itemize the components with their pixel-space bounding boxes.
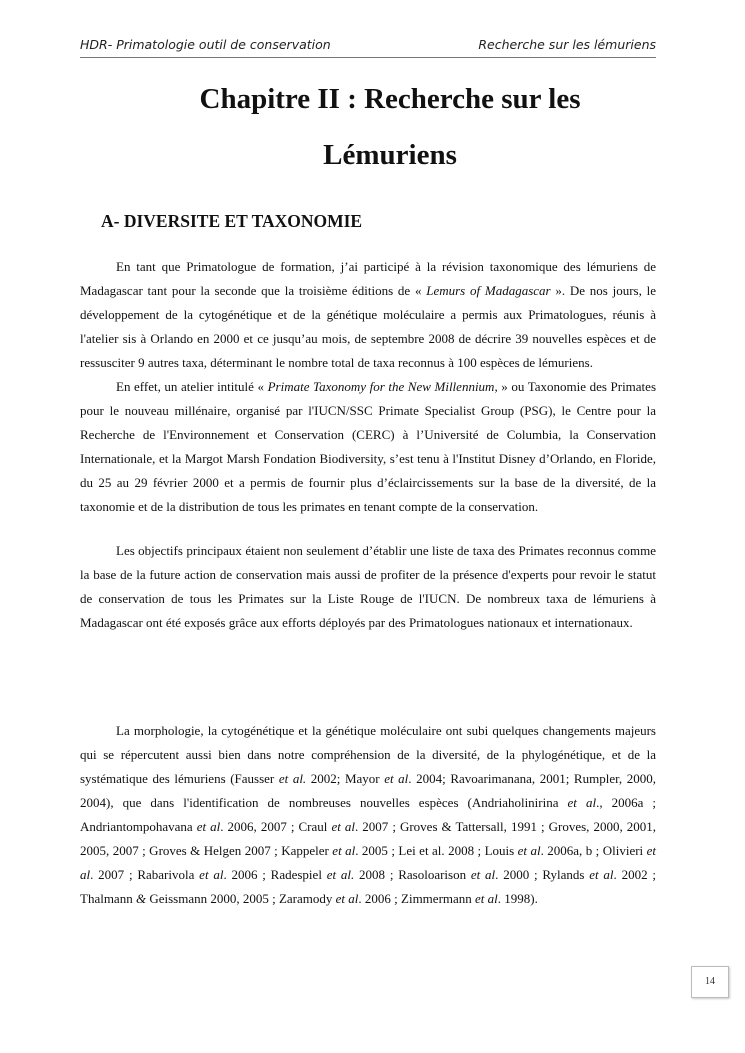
text-block-2 [80, 539, 656, 635]
paragraph-3: Les objectifs principaux étaient non seulement d’établir une liste de taxa des Primates reconnus comme la base de la future action de conservation mais aussi de profiter de la présence d'experts pour revoir le statut de conservation de tous les Primates sur la Liste Rouge de l'IUCN. De nombreux taxa de lémuriens à Madagascar ont été exposés grâce aux efforts déployés par des Primatologues nationaux et internationaux. [80, 543, 656, 630]
chapter-title-line1: Chapitre II : Recherche sur les [199, 83, 581, 115]
chapter-title [80, 71, 700, 183]
paragraph-1: En tant que Primatologue de formation, j’ai participé à la révision taxonomique des lémuriens de Madagascar tant pour la seconde que la troisième éditions de « Lemurs of Madagascar ». De nos jours, le développement de la cytogénétique et de la génétique moléculaire a permis aux Primatologues, réunis à l'atelier sis à Orlando en 2000 et ce jusqu’au mois, de septembre 2008 de décrire 39 nouvelles espèces et de ressusciter 9 autres taxa, déterminant le nombre total de taxa reconnus à 100 espèces de lémuriens. [80, 259, 656, 370]
paragraph-2: En effet, un atelier intitulé « Primate Taxonomy for the New Millennium, » ou Taxonomie des Primates pour le nouveau millénaire, organisé par l'IUCN/SSC Primate Specialist Group (PSG), le Centre pour la Recherche de l'Environnement et Conservation (CERC) à l’Université de Columbia, la Conservation Internationale, et la Margot Marsh Fondation Biodiversity, s’est tenu à l'Institut Disney d’Orlando, en Floride, du 25 au 29 février 2000 et a permis de fournir plus d’éclaircissements sur la base de la diversité, de la taxonomie et de la distribution de tous les primates en tenant compte de la conservation. [80, 379, 657, 514]
header-right-title: Recherche sur les lémuriens [478, 37, 656, 52]
section-heading: A- DIVERSITE ET TAXONOMIE [101, 211, 363, 231]
text-block-3 [80, 719, 656, 911]
header-left-title: HDR- Primatologie outil de conservation [80, 37, 331, 52]
page-header [80, 35, 656, 58]
page-number: 14 [691, 966, 729, 998]
chapter-title-line2: Lémuriens [323, 139, 457, 171]
paragraph-4: La morphologie, la cytogénétique et la génétique moléculaire ont subi quelques changements majeurs qui se répercutent aussi bien dans notre compréhension de la diversité, de la phylogénétique, et de la systématique des lémuriens (Fausser et al. 2002; Mayor et al. 2004; Ravoarimanana, 2001; Rumpler, 2000, 2004), que dans l'identification de nombreuses nouvelles espèces (Andriaholinirina et al., 2006a ; Andriantompohavana et al. 2006, 2007 ; Craul et al. 2007 ; Groves & Tattersall, 1991 ; Groves, 2000, 2001, 2005, 2007 ; Groves & Helgen 2007 ; Kappeler et al. 2005 ; Lei et al. 2008 ; Louis et al. 2006a, b ; Olivieri et al. 2007 ; Rabarivola et al. 2006 ; Radespiel et al. 2008 ; Rasoloarison et al. 2000 ; Rylands et al. 2002 ; Thalmann & Geissmann 2000, 2005 ; Zaramody et al. 2006 ; Zimmermann et al. 1998). [80, 723, 657, 906]
text-block-1 [80, 255, 656, 519]
